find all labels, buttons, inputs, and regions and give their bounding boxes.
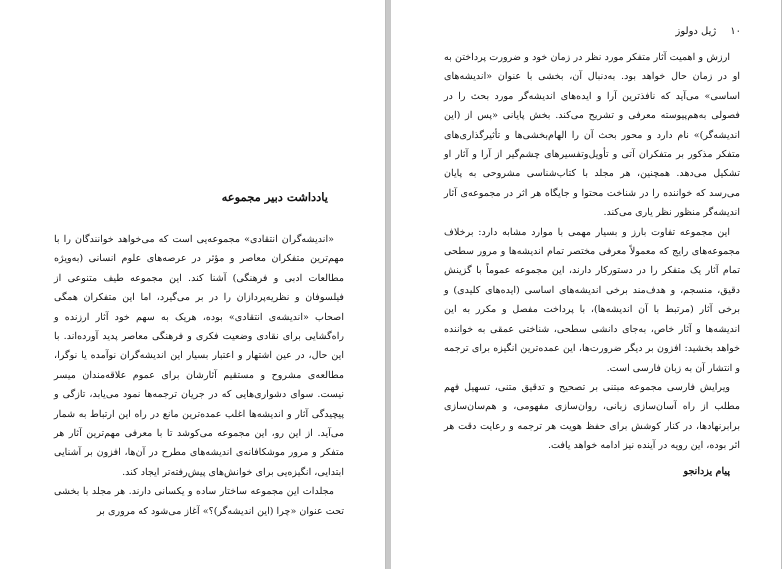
editor-note-heading: یادداشت دبیر مجموعه <box>221 190 328 204</box>
left-body-text <box>54 230 344 521</box>
right-page <box>391 0 782 569</box>
right-paragraph-2: این مجموعه تفاوت بارز و بسیار مهمی با موارد مشابه دارد: برخلاف مجموعه‌های رایج که معمولاً معرفی مختصر تمام اندیشه‌ها و مرور سطحی تمام آثار یک متفکر را در دستورکار دارند، این مجموعه عموماً با گزینش دقیق، منسجم، و هدف‌مند برخی اندیشه‌های اساسی (ایده‌های کلیدی) و برخی آثار (مرتبط با آن اندیشه‌ها)، با پرداخت مفصل و مکرر به این اندیشه‌ها و آثار خاص، به‌جای دانشی سطحی، شناختی عمقی به خواننده خواهد بخشید: افزون بر دیگر ضرورت‌ها، این عمده‌ترین انگیزه برای ترجمه و انتشار آن به زبان فارسی است. <box>444 226 740 374</box>
right-paragraph-1: ارزش و اهمیت آثار متفکر مورد نظر در زمان خود و ضرورت پرداختن به او در زمان حال خواهد بود. به‌دنبال آن، بخشی با عنوان «اندیشه‌های اساسی» می‌آید که نافذترین آرا و ایده‌های اندیشه‌گر مورد بحث را در فصولی به‌هم‌پیوسته معرفی و تشریح می‌کند. بخش پایانی «پس از (این اندیشه‌گر)» نام دارد و محور بحث آن را الهام‌بخشی‌ها و تأثیرگذاری‌های متفکر مذکور بر متفکران آتی و تأویل‌وتفسیرهای چشم‌گیر از آرا و آثار او تشکیل می‌دهد. همچنین، هر مجلد با کتاب‌شناسی مشروحی به پایان می‌رسد که خواننده را در شناخت محتوا و جایگاه هر اثر در مجموعه‌ی آثار اندیشه‌گر منظور نظر یاری می‌کند. <box>444 52 740 219</box>
right-paragraph-3: ویرایش فارسی مجموعه مبتنی بر تصحیح و تدقیق متنی، تسهیل فهم مطلب از راه آسان‌سازی زبانی، روان‌سازی مفهومی، و هم‌سان‌سازی برابرنهادها، در کنار کوشش برای حفظ هویت هر ترجمه و رعایت دقت هر اثر بوده، این رویه در آینده نیز ادامه خواهد یافت. <box>444 381 740 452</box>
running-title: ژیل دولوز <box>675 26 717 37</box>
page-number: ۱۰ <box>730 26 741 37</box>
editor-signature: پیام یزدانجو <box>683 465 730 477</box>
right-body-text <box>444 48 740 481</box>
left-page <box>0 0 386 569</box>
running-header <box>662 26 741 37</box>
left-paragraph-2: مجلدات این مجموعه ساختار ساده و یکسانی دارند. هر مجلد با بخشی تحت عنوان «چرا (این اندیشه‌گر)؟» آغاز می‌شود که مروری بر <box>54 486 344 517</box>
left-paragraph-1: «اندیشه‌گران انتقادی» مجموعه‌یی است که می‌خواهد خوانندگان را با مهم‌ترین متفکران معاصر و مؤثر در عرصه‌های علوم انسانی (به‌ویژه مطالعات ادبی و فرهنگی) آشنا کند. این مجموعه طیف متنوعی از فیلسوفان و نظریه‌پردازان را در بر می‌گیرد، اما این متفکران همگی اصحاب «اندیشه‌ی انتقادی» بوده، هریک به سهم خود آثار ارزنده و راه‌گشایی برای نقادی وضعیت فکری و فرهنگی معاصر پدید آورده‌اند. با این حال، در عین اشتهار و اعتبار بسیار این اندیشه‌گران نوآمده یا نوگرا، مطالعه‌ی مشروح و مستقیم آثارشان برای عموم علاقه‌مندان میسر نیست. سوای دشواری‌هایی که در جریان ترجمه‌ها نمود می‌یابد، تازگی و پیچیدگی آثار و اندیشه‌ها اغلب عمده‌ترین مانع در راه این ارتباط به شمار می‌آید. از این رو، این مجموعه می‌کوشد تا با معرفی مهم‌ترین آثار هر متفکر و مرور موشکافانه‌ی اندیشه‌های مطرح در آن‌ها، افزون بر آشنایی ابتدایی، انگیزه‌یی برای خوانش‌های پیش‌رفته‌تر ایجاد کند. <box>54 234 344 478</box>
